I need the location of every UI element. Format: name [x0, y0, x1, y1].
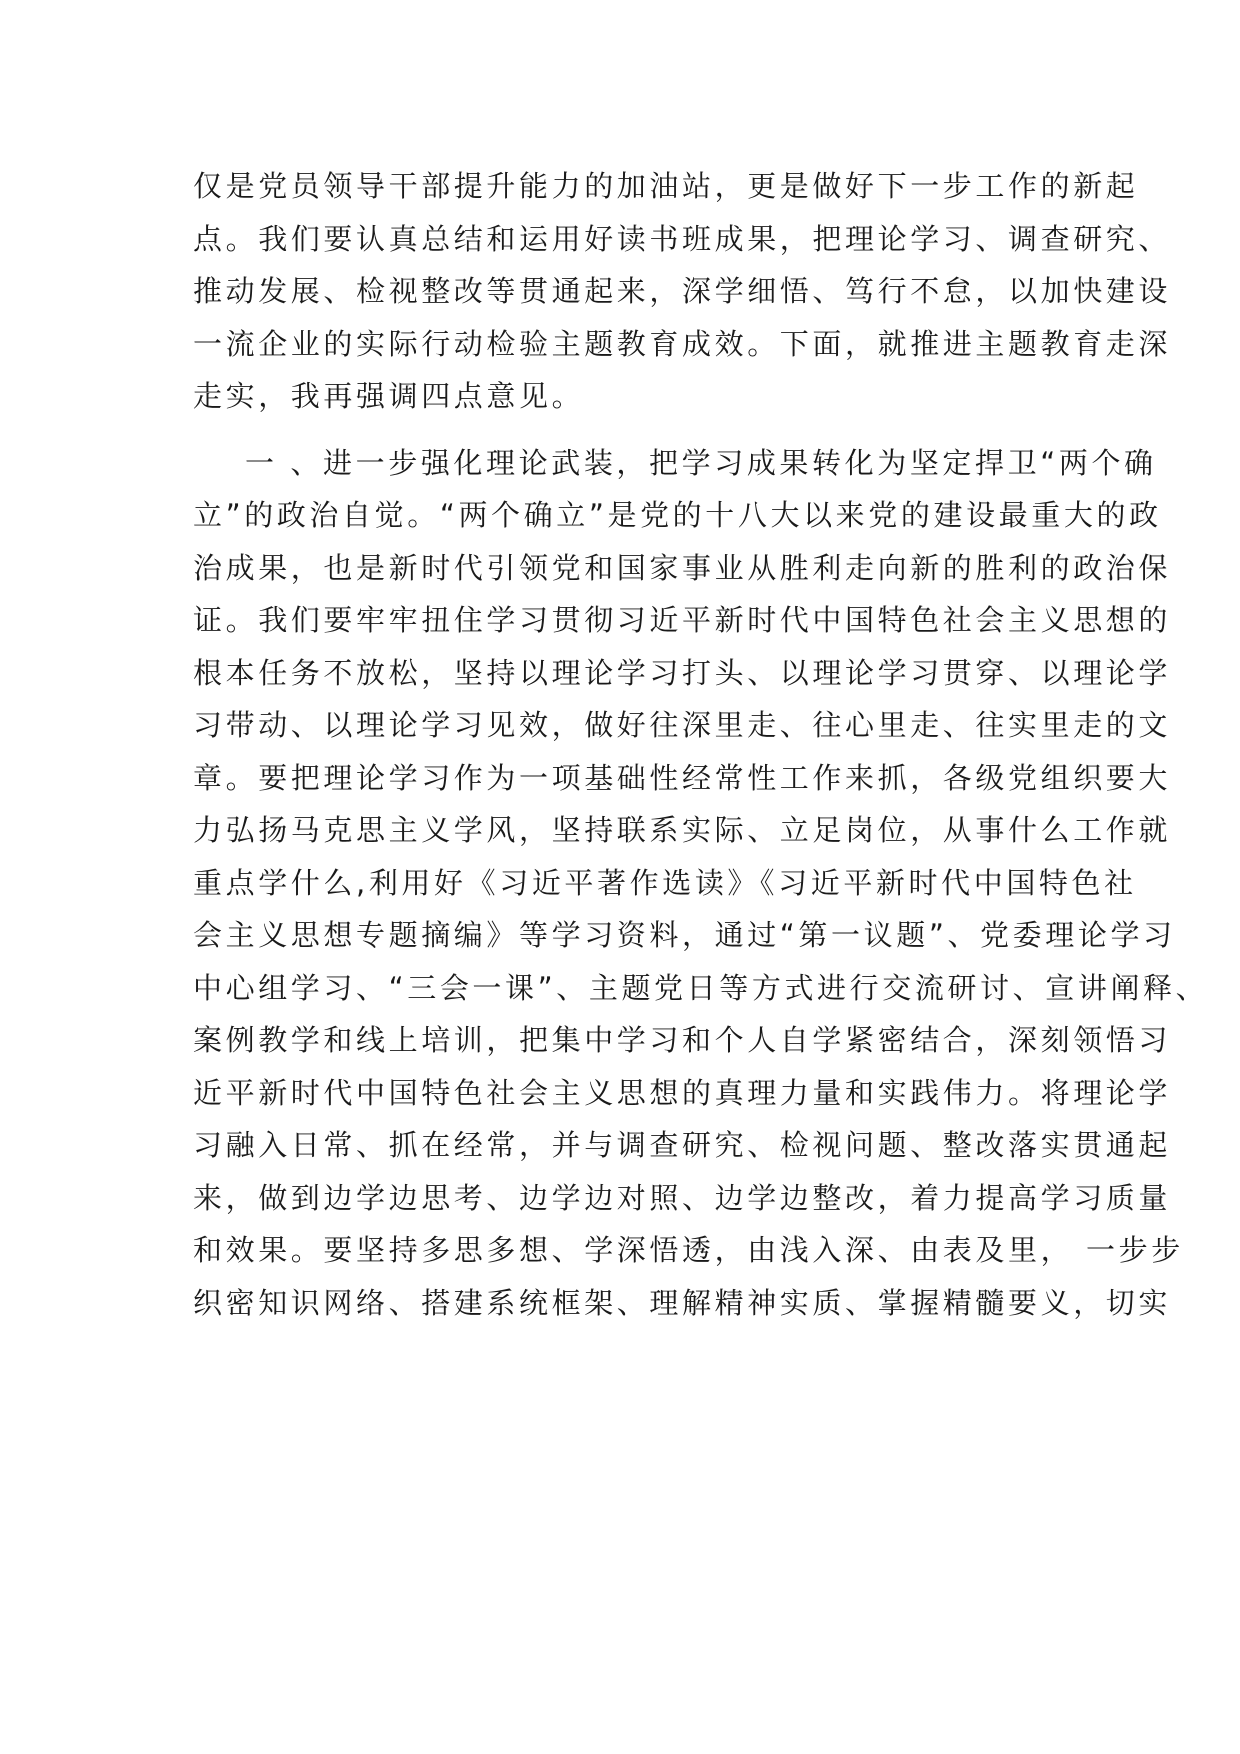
text-line: 一流企业的实际行动检验主题教育成效。下面，就推进主题教育走深 — [193, 326, 1172, 361]
text-line: 和效果。要坚持多思多想、学深悟透，由浅入深、由表及里， 一步步 — [193, 1233, 1184, 1267]
text-line: 治成果，也是新时代引领党和国家事业从胜利走向新的胜利的政治保 — [193, 550, 1172, 585]
paragraph-gap — [193, 423, 1063, 437]
text-line: 立”的政治自觉。“两个确立”是党的十八大以来党的建设最重大的政 — [193, 498, 1162, 532]
text-line: 重点学什么,利用好《习近平著作选读》《习近平新时代中国特色社 — [193, 865, 1137, 900]
text-line: 证。我们要牢牢扭住学习贯彻习近平新时代中国特色社会主义思想的 — [193, 603, 1172, 637]
text-line: 习融入日常、抓在经常，并与调查研究、检视问题、整改落实贯通起 — [193, 1128, 1172, 1162]
text-line: 仅是党员领导干部提升能力的加油站，更是做好下一步工作的新起 — [193, 169, 1139, 203]
document-body — [193, 160, 1209, 1329]
paragraph-2 — [193, 437, 1209, 1330]
text-line: 走实，我再强调四点意见。 — [193, 379, 585, 413]
text-line: 中心组学习、“三会一课”、主题党日等方式进行交流研讨、宣讲阐释、 — [193, 970, 1209, 1005]
text-line: 点。我们要认真总结和运用好读书班成果，把理论学习、调查研究、 — [193, 221, 1172, 256]
text-line: 会主义思想专题摘编》等学习资料，通过“第一议题”、党委理论学习 — [193, 918, 1176, 952]
text-line: 近平新时代中国特色社会主义思想的真理力量和实践伟力。将理论学 — [193, 1075, 1172, 1110]
text-line: 来，做到边学边思考、边学边对照、边学边整改，着力提高学习质量 — [193, 1180, 1172, 1215]
text-line: 根本任务不放松，坚持以理论学习打头、以理论学习贯穿、以理论学 — [193, 655, 1172, 690]
text-line: 力弘扬马克思主义学风，坚持联系实际、立足岗位，从事什么工作就 — [193, 813, 1172, 847]
text-line: 推动发展、检视整改等贯通起来，深学细悟、笃行不怠，以加快建设 — [193, 274, 1172, 308]
text-line: 习带动、以理论学习见效，做好往深里走、往心里走、往实里走的文 — [193, 708, 1172, 742]
text-line: 章。要把理论学习作为一项基础性经常性工作来抓，各级党组织要大 — [193, 760, 1172, 795]
text-line: 案例教学和线上培训，把集中学习和个人自学紧密结合，深刻领悟习 — [193, 1023, 1172, 1057]
text-line: 织密知识网络、搭建系统框架、理解精神实质、掌握精髓要义，切实 — [193, 1285, 1172, 1320]
text-line: 一 、进一步强化理论武装，把学习成果转化为坚定捍卫“两个确 — [245, 445, 1157, 480]
paragraph-1 — [193, 160, 1172, 423]
